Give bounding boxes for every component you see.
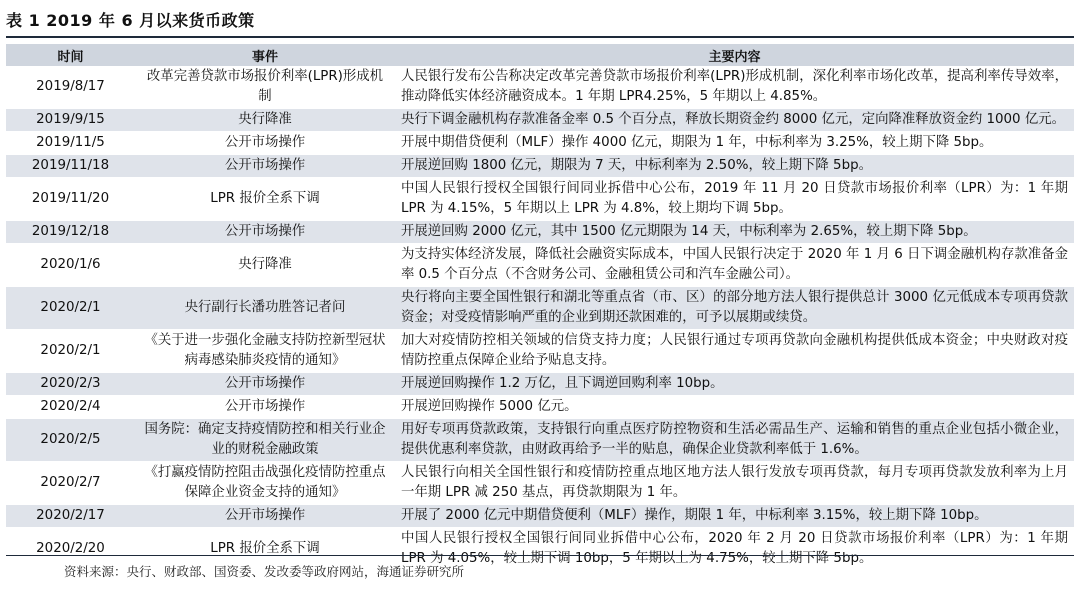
- header-content: 主要内容: [395, 44, 1074, 66]
- cell-content: 开展逆回购操作 1.2 万亿，且下调逆回购利率 10bp。: [395, 373, 1074, 396]
- cell-date: 2020/2/1: [6, 287, 135, 330]
- cell-date: 2020/2/1: [40, 343, 101, 358]
- cell-event: 国务院：确定支持疫情防控和相关行业企业的财税金融政策: [135, 419, 395, 462]
- cell-event: 公开市场操作: [135, 373, 395, 396]
- cell-event: 公开市场操作: [135, 155, 395, 178]
- cell-content: 人民银行发布公告称决定改革完善贷款市场报价利率(LPR)形成机制，深化利率市场化改革，提高利率传导效率，推动降低实体经济融资成本。1 年期 LPR4.25%，5 年期以上 4.85%。: [401, 69, 1068, 104]
- cell-event: LPR 报价全系下调: [210, 541, 320, 556]
- cell-event: 改革完善贷款市场报价利率(LPR)形成机制: [146, 69, 384, 104]
- cell-content: 中国人民银行授权全国银行间同业拆借中心公布，2019 年 11 月 20 日贷款市场报价利率（LPR）为：1 年期 LPR 为 4.15%，5 年期以上 LPR 为 4.8%，较上期均下调 5bp。: [401, 181, 1068, 216]
- cell-date: 2019/11/20: [31, 191, 110, 206]
- cell-content: 开展了 2000 亿元中期借贷便利（MLF）操作，期限 1 年，中标利率 3.15%，较上期下降 10bp。: [395, 505, 1074, 528]
- cell-event: 《关于进一步强化金融支持防控新型冠状病毒感染肺炎疫情的通知》: [144, 333, 386, 368]
- cell-content: 加大对疫情防控相关领域的信贷支持力度；人民银行通过专项再贷款向金融机构提供低成本资金；中央财政对疫情防控重点保障企业给予贴息支持。: [401, 333, 1068, 368]
- cell-event: 央行副行长潘功胜答记者问: [135, 287, 395, 330]
- policy-table: [6, 44, 1074, 571]
- cell-date: 2019/8/17: [36, 79, 105, 94]
- cell-date: 2020/2/3: [6, 373, 135, 396]
- table-row: [6, 221, 1074, 244]
- cell-date: 2020/2/7: [40, 475, 101, 490]
- table-row: [6, 66, 1074, 109]
- cell-date: 2019/11/18: [6, 155, 135, 178]
- table-row: [6, 330, 1074, 373]
- cell-content: 开展中期借贷便利（MLF）操作 4000 亿元，期限为 1 年，中标利率为 3.25%，较上期下降 5bp。: [401, 135, 993, 150]
- cell-content: 开展逆回购操作 5000 亿元。: [401, 399, 578, 414]
- cell-content: 为支持实体经济发展，降低社会融资实际成本，中国人民银行决定于 2020 年 1 月 6 日下调金融机构存款准备金率 0.5 个百分点（不含财务公司、金融租赁公司和汽车金融公司）。: [401, 247, 1068, 282]
- cell-date: 2020/2/5: [6, 419, 135, 462]
- cell-date: 2020/2/4: [40, 399, 101, 414]
- table-row: [6, 419, 1074, 462]
- table-row: [6, 155, 1074, 178]
- table-row: [6, 462, 1074, 505]
- cell-content: 中国人民银行授权全国银行间同业拆借中心公布，2020 年 2 月 20 日贷款市场报价利率（LPR）为：1 年期 LPR 为 4.05%，较上期下调 10bp，5 年期以上为 4.75%，较上期下降 5bp。: [401, 531, 1068, 566]
- cell-event: 公开市场操作: [224, 399, 306, 414]
- title-rule: [6, 36, 1074, 38]
- cell-date: 2019/9/15: [6, 109, 135, 132]
- cell-date: 2020/2/17: [6, 505, 135, 528]
- table-row: [6, 396, 1074, 419]
- cell-event: 公开市场操作: [224, 135, 306, 150]
- table-row: [6, 373, 1074, 396]
- cell-event: LPR 报价全系下调: [210, 191, 320, 206]
- bottom-rule: [6, 555, 1074, 556]
- cell-event: 《打赢疫情防控阻击战强化疫情防控重点保障企业资金支持的通知》: [144, 465, 386, 500]
- cell-event: 公开市场操作: [135, 221, 395, 244]
- cell-content: 央行下调金融机构存款准备金率 0.5 个百分点，释放长期资金约 8000 亿元，定向降准释放资金约 1000 亿元。: [395, 109, 1074, 132]
- header-row: [6, 44, 1074, 66]
- source-note: 资料来源：央行、财政部、国资委、发改委等政府网站，海通证券研究所: [64, 564, 465, 579]
- table-row: [6, 244, 1074, 287]
- cell-event: 公开市场操作: [135, 505, 395, 528]
- table-row: [6, 287, 1074, 330]
- table-body: [6, 66, 1074, 571]
- cell-content: 央行将向主要全国性银行和湖北等重点省（市、区）的部分地方法人银行提供总计 3000 亿元低成本专项再贷款资金；对受疫情影响严重的企业到期还款困难的，可予以展期或续贷。: [395, 287, 1074, 330]
- cell-date: 2019/12/18: [6, 221, 135, 244]
- table-row: [6, 505, 1074, 528]
- table-title: 表 1 2019 年 6 月以来货币政策: [6, 11, 255, 30]
- cell-content: 人民银行向相关全国性银行和疫情防控重点地区地方法人银行发放专项再贷款，每月专项再贷款发放利率为上月一年期 LPR 减 250 基点，再贷款期限为 1 年。: [401, 465, 1068, 500]
- cell-content: 用好专项再贷款政策，支持银行向重点医疗防控物资和生活必需品生产、运输和销售的重点企业包括小微企业，提供优惠利率贷款，由财政再给予一半的贴息，确保企业贷款利率低于 1.6%。: [395, 419, 1074, 462]
- table-row: [6, 178, 1074, 221]
- cell-content: 开展逆回购 1800 亿元，期限为 7 天，中标利率为 2.50%，较上期下降 5bp。: [395, 155, 1074, 178]
- header-date: 时间: [6, 44, 135, 66]
- table-row: [6, 109, 1074, 132]
- header-event: 事件: [135, 44, 395, 66]
- table-row: [6, 132, 1074, 155]
- cell-event: 央行降准: [238, 257, 292, 272]
- cell-date: 2019/11/5: [36, 135, 105, 150]
- cell-event: 央行降准: [135, 109, 395, 132]
- cell-content: 开展逆回购 2000 亿元，其中 1500 亿元期限为 14 天，中标利率为 2.65%，较上期下降 5bp。: [395, 221, 1074, 244]
- cell-date: 2020/2/20: [36, 541, 105, 556]
- cell-date: 2020/1/6: [40, 257, 101, 272]
